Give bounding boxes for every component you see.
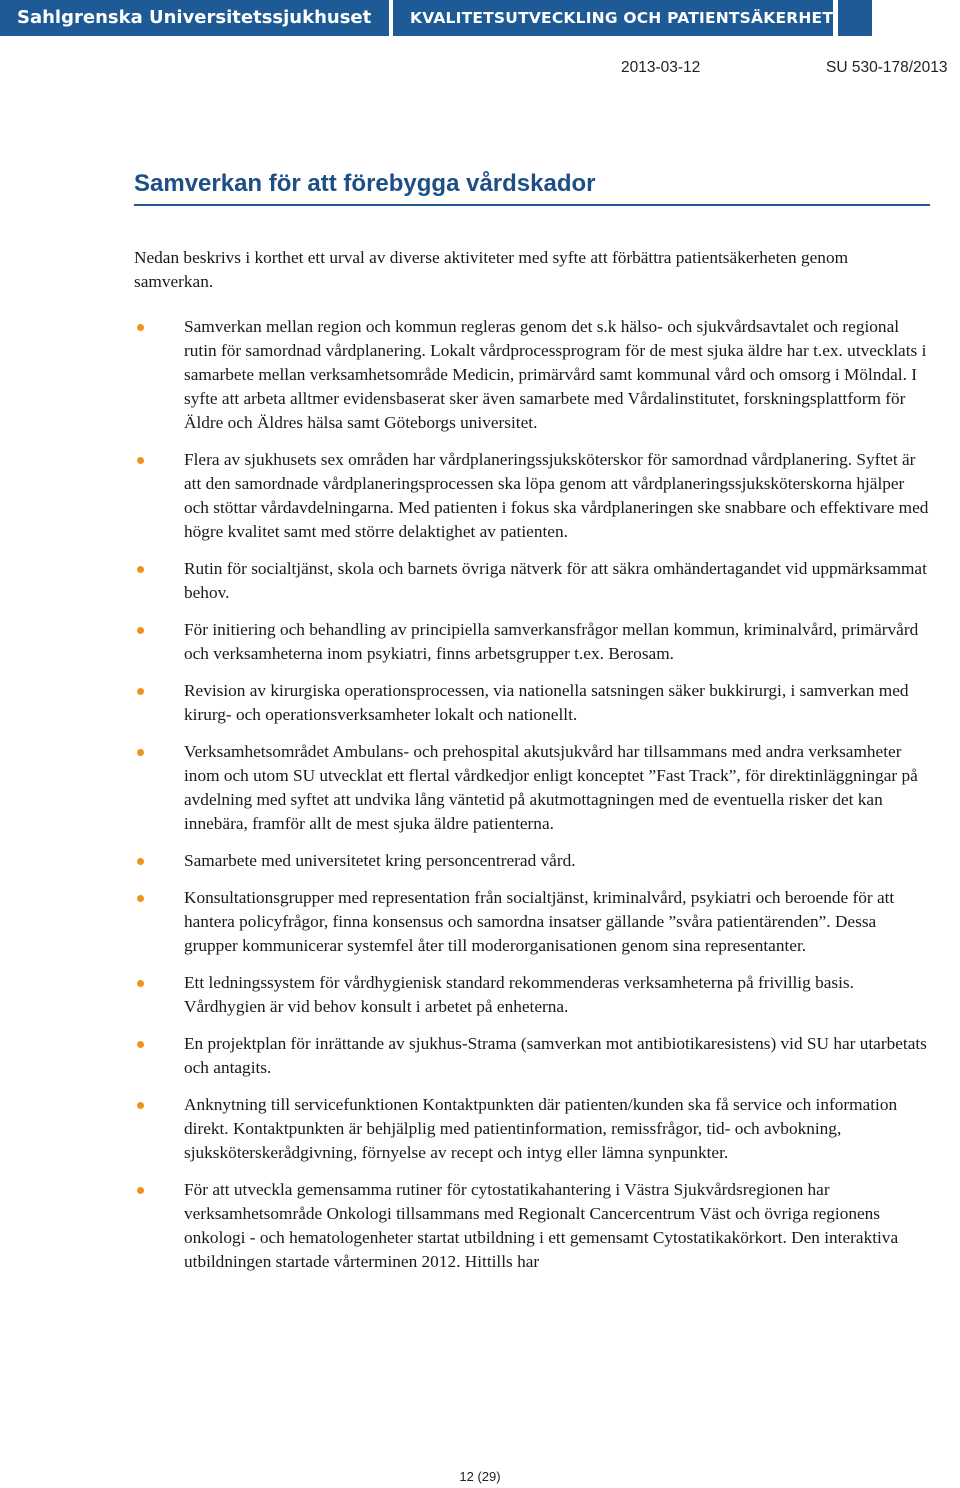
header-banner xyxy=(0,0,960,36)
list-item xyxy=(134,886,930,958)
document-body xyxy=(134,246,930,1287)
bullet-icon xyxy=(137,1187,144,1194)
bullet-icon xyxy=(137,895,144,902)
organization-name: Sahlgrenska Universitetssjukhuset xyxy=(0,0,389,36)
list-item-text: Flera av sjukhusets sex områden har vårdplaneringssjuksköterskor för samordnad vårdplanering. Syftet är att den samordnade vårdplaneringsprocessen ska löpa genom att vårdplaneringssjuksköterskorna hjälper och stöttar vårdavdelningarna. Med patienten i fokus ska vårdplaneringen ske snabbare och effektivare med högre kvalitet samt med större delaktighet av patienten. xyxy=(184,450,929,541)
activity-list xyxy=(134,315,930,1274)
list-item xyxy=(134,1178,930,1274)
bullet-icon xyxy=(137,566,144,573)
page-number: 12 (29) xyxy=(459,1469,501,1484)
bullet-icon xyxy=(137,688,144,695)
document-date: 2013-03-12 xyxy=(621,59,701,76)
list-item-text: Ett ledningssystem för vårdhygienisk standard rekommenderas verksamheterna på frivillig basis. Vårdhygien är vid behov konsult i arbetet på enheterna. xyxy=(184,973,854,1016)
banner-square-decoration xyxy=(838,0,872,36)
list-item xyxy=(134,971,930,1019)
list-item xyxy=(134,448,930,544)
list-item xyxy=(134,557,930,605)
list-item xyxy=(134,740,930,836)
list-item xyxy=(134,618,930,666)
bullet-icon xyxy=(137,627,144,634)
bullet-icon xyxy=(137,324,144,331)
list-item-text: Rutin för socialtjänst, skola och barnets övriga nätverk för att säkra omhändertagandet vid uppmärksammat behov. xyxy=(184,559,927,602)
list-item-text: Anknytning till servicefunktionen Kontaktpunkten där patienten/kunden ska få service och information direkt. Kontaktpunkten är behjälplig med patientinformation, remissfrågor, tid- och avbokning, sjuksköterskerådgivning, förnyelse av recept och intyg eller lämna synpunkter. xyxy=(184,1095,898,1162)
bullet-icon xyxy=(137,1041,144,1048)
bullet-icon xyxy=(137,749,144,756)
list-item xyxy=(134,679,930,727)
list-item-text: För initiering och behandling av principiella samverkansfrågor mellan kommun, kriminalvård, primärvård och verksamheterna inom psykiatri, finns arbetsgrupper t.ex. Berosam. xyxy=(184,620,919,663)
title-divider xyxy=(134,204,930,206)
bullet-icon xyxy=(137,858,144,865)
document-number: SU 530-178/2013 xyxy=(826,59,948,76)
list-item xyxy=(134,315,930,435)
list-item xyxy=(134,1032,930,1080)
bullet-icon xyxy=(137,1102,144,1109)
list-item xyxy=(134,849,930,873)
list-item-text: Revision av kirurgiska operationsprocessen, via nationella satsningen säker bukkirurgi, i samverkan med kirurg- och operationsverksamheter lokalt och nationellt. xyxy=(184,681,909,724)
bullet-icon xyxy=(137,980,144,987)
list-item-text: En projektplan för inrättande av sjukhus-Strama (samverkan mot antibiotikaresistens) vid SU har utarbetats och antagits. xyxy=(184,1034,927,1077)
bullet-icon xyxy=(137,457,144,464)
list-item xyxy=(134,1093,930,1165)
list-item-text: Verksamhetsområdet Ambulans- och prehospital akutsjukvård har tillsammans med andra verksamheter inom och utom SU utvecklat ett flertal vårdkedjor enligt konceptet ”Fast Track”, för direktinläggningar på avdelning med syftet att undvika lång väntetid på akutmottagningen med de eventuella risker det kan innebära, framför allt de mest sjuka äldre patienterna. xyxy=(184,742,918,833)
list-item-text: Konsultationsgrupper med representation från socialtjänst, kriminalvård, psykiatri och beroende för att hantera policyfrågor, finna konsensus och samordna insatser gällande ”svåra patientärenden”. Dessa grupper kommunicerar systemfel åter till moderorganisationen genom sina representanter. xyxy=(184,888,895,955)
list-item-text: För att utveckla gemensamma rutiner för cytostatikahantering i Västra Sjukvårdsregionen har verksamhetsområde Onkologi tillsammans med Regionalt Cancercentrum Väst och övriga regionens onkologi - och hematologenheter startat utbildning i ett gemensamt Cytostatikakörkort. Den interaktiva utbildningen startade vårterminen 2012. Hittills har xyxy=(184,1180,899,1271)
intro-paragraph: Nedan beskrivs i korthet ett urval av diverse aktiviteter med syfte att förbättra patientsäkerheten genom samverkan. xyxy=(134,248,849,291)
list-item-text: Samarbete med universitetet kring personcentrerad vård. xyxy=(184,851,576,870)
list-item-text: Samverkan mellan region och kommun regleras genom det s.k hälso- och sjukvårdsavtalet och regional rutin för samordnad vårdplanering. Lokalt vårdprocessprogram för de mest sjuka äldre har t.ex. utvecklats i samarbete mellan verksamhetsområde Medicin, primärvård samt kommunal vård och omsorg i Mölndal. I syfte att arbeta alltmer evidensbaserat sker även samarbete med Vårdalinstitutet, forskningsplattform för Äldre och Äldres hälsa samt Göteborgs universitet. xyxy=(184,317,927,432)
section-name: KVALITETSUTVECKLING OCH PATIENTSÄKERHET xyxy=(393,0,833,36)
page-title: Samverkan för att förebygga vårdskador xyxy=(134,170,596,197)
